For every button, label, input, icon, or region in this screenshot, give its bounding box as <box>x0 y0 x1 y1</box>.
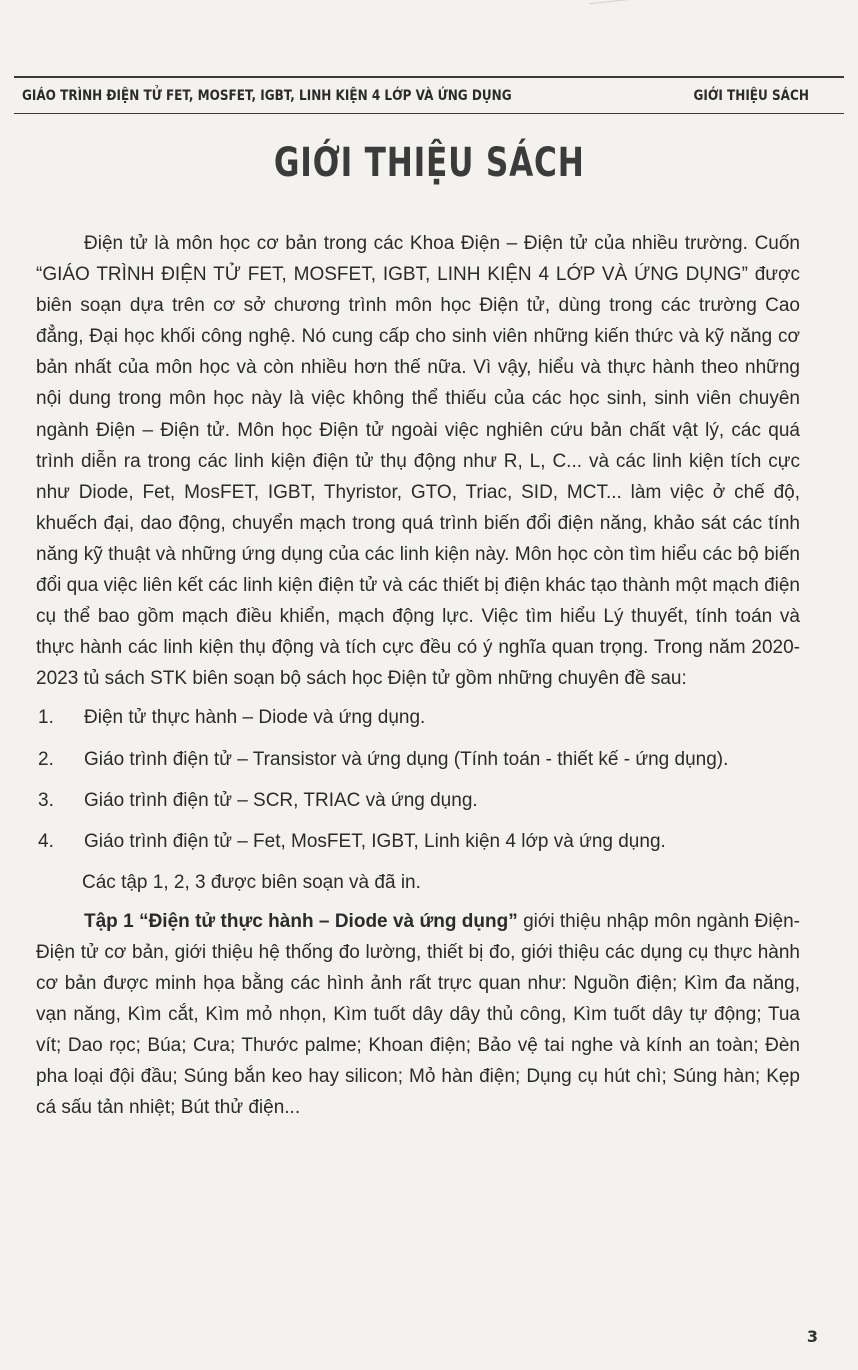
volume1-description: giới thiệu nhập môn ngành Điện-Điện tử cơ bản, giới thiệu hệ thống đo lường, thiết bị đo, giới thiệu các dụng cụ thực hành cơ bản được minh họa bằng các hình ảnh rất trực quan như: Nguồn điện; Kìm đa năng, vạn năng, Kìm cắt, Kìm mỏ nhọn, Kìm tuốt dây dây thủ công, Kìm tuốt dây tự động; Tua vít; Dao rọc; Búa; Cưa; Thước palme; Khoan điện; Bảo vệ tai nghe và kính an toàn; Đèn pha loại đội đầu; Súng bắn keo hay silicon; Mỏ hàn điện; Dụng cụ hút chì; Súng hàn; Kẹp cá sấu tản nhiệt; Bút thử điện... <box>36 910 801 1119</box>
page-number: 3 <box>806 1327 818 1346</box>
list-item-number: 4. <box>38 830 54 852</box>
list-item-text: Giáo trình điện tử – Transistor và ứng dụng (Tính toán - thiết kế - ứng dụng). <box>84 748 729 770</box>
intro-paragraph: Điện tử là môn học cơ bản trong các Khoa Điện – Điện tử của nhiều trường. Cuốn “GIÁO TRÌNH ĐIỆN TỬ FET, MOSFET, IGBT, LINH KIỆN 4 LỚP VÀ ỨNG DỤNG” được biên soạn dựa trên cơ sở chương trình môn học Điện tử, dùng trong các trường Cao đẳng, Đại học khối công nghệ. Nó cung cấp cho sinh viên những kiến thức và kỹ năng cơ bản nhất của môn học và còn nhiều hơn thế nữa. Vì vậy, hiểu và thực hành theo những nội dung trong môn học này là việc không thể thiếu của các học sinh, sinh viên chuyên ngành Điện – Điện tử. Môn học Điện tử ngoài việc nghiên cứu bản chất vật lý, các quá trình diễn ra trong các linh kiện điện tử thụ động như R, L, C... và các linh kiện tích cực như Diode, Fet, MosFET, IGBT, Thyristor, GTO, Triac, SID, MCT... làm việc ở chế độ, khuếch đại, dao động, chuyển mạch trong quá trình biến đổi điện năng, khảo sát các tính năng kỹ thuật và những ứng dụng của các linh kiện này. Môn học còn tìm hiểu các bộ biến đổi qua việc liên kết các linh kiện điện tử và các thiết bị điện khác tạo thành một mạch điện cụ thể bao gồm mạch điều khiển, mạch động lực. Việc tìm hiểu Lý thuyết, tính toán và thực hành các linh kiện thụ động và tích cực đều có ý nghĩa quan trọng. Trong năm 2020-2023 tủ sách STK biên soạn bộ sách học Điện tử gồm những chuyên đề sau: <box>36 233 800 690</box>
list-item <box>36 785 800 816</box>
list-item-text: Điện tử thực hành – Diode và ứng dụng. <box>84 707 426 729</box>
list-item <box>36 702 800 733</box>
header-bottom-rule <box>14 113 844 114</box>
page-corner-mark <box>589 0 651 24</box>
header-section-title: GIỚI THIỆU SÁCH <box>693 88 809 104</box>
list-item <box>36 744 800 775</box>
list-item-text: Giáo trình điện tử – Fet, MosFET, IGBT, Linh kiện 4 lớp và ứng dụng. <box>84 830 666 852</box>
volume1-paragraph <box>36 906 800 1124</box>
running-header <box>22 84 809 108</box>
header-book-title: GIÁO TRÌNH ĐIỆN TỬ FET, MOSFET, IGBT, LINH KIỆN 4 LỚP VÀ ỨNG DỤNG <box>22 88 512 104</box>
published-note: Các tập 1, 2, 3 được biên soạn và đã in. <box>82 871 421 893</box>
page-title-text: GIỚI THIỆU SÁCH <box>273 140 585 186</box>
list-item <box>36 826 800 857</box>
main-content <box>36 228 800 1124</box>
list-item-text: Giáo trình điện tử – SCR, TRIAC và ứng dụng. <box>84 789 478 811</box>
list-item-number: 2. <box>38 748 54 770</box>
volume1-label: Tập 1 <box>84 910 134 932</box>
series-list <box>36 702 800 856</box>
list-item-number: 1. <box>38 707 54 729</box>
page-title <box>0 140 858 186</box>
list-item-number: 3. <box>38 789 54 811</box>
header-top-rule <box>14 76 844 78</box>
volume1-book-title: “Điện tử thực hành – Diode và ứng dụng” <box>139 910 518 932</box>
